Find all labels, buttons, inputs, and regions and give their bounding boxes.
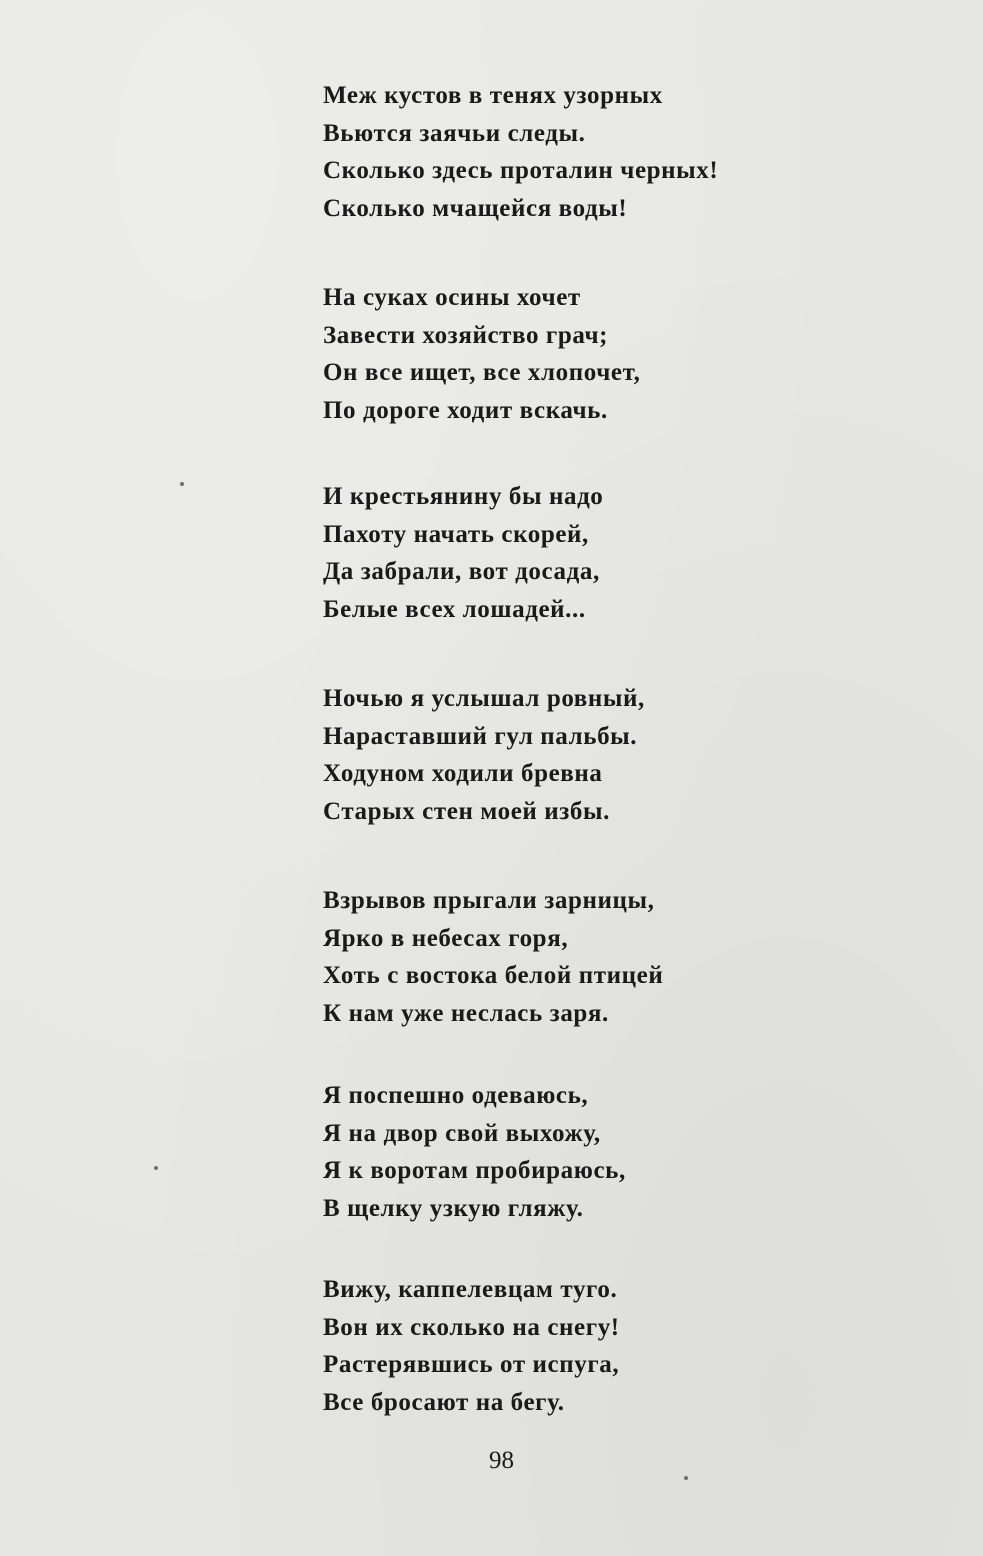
poem-line: Растерявшись от испуга, [323, 1351, 620, 1378]
poem-line: Все бросают на бегу. [323, 1388, 565, 1416]
poem-line: Вижу, каппелевцам туго. [323, 1276, 618, 1303]
poem-line: Да забрали, вот досада, [323, 558, 600, 585]
paper-speck [180, 482, 184, 486]
poem-line: Старых стен моей избы. [323, 797, 610, 825]
poem-line: Ночью я услышал ровный, [323, 685, 645, 712]
paper-speck [684, 1476, 688, 1480]
poem-line: Я на двор свой выхожу, [323, 1119, 601, 1147]
poem-line: Он все ищет, все хлопочет, [323, 359, 641, 386]
stanza-6 [323, 1077, 626, 1227]
poem-line: Сколько здесь проталин черных! [323, 157, 719, 184]
poem-line: Хоть с востока белой птицей [323, 962, 664, 989]
poem-line: Ярко в небесах горя, [323, 924, 569, 952]
poem-line: Нараставший гул пальбы. [323, 722, 638, 750]
poem-line: Завести хозяйство грач; [323, 321, 609, 349]
stanza-3 [323, 478, 603, 628]
poem-line: Я к воротам пробираюсь, [323, 1157, 626, 1184]
poem-line: Вон их сколько на снегу! [323, 1313, 620, 1341]
poem-line: Пахоту начать скорей, [323, 520, 589, 548]
poem-line: Меж кустов в тенях узорных [323, 82, 663, 109]
poem-line: Взрывов прыгали зарницы, [323, 887, 655, 914]
poem-line: На суках осины хочет [323, 284, 581, 311]
poem-line: И крестьянину бы надо [323, 483, 604, 510]
stanza-2 [323, 279, 640, 429]
stanza-5 [323, 882, 663, 1032]
poem-line: В щелку узкую гляжу. [323, 1194, 584, 1222]
page-number: 98 [489, 1447, 514, 1474]
poem-line: Вьются заячьи следы. [323, 119, 586, 147]
poem-line: Белые всех лошадей... [323, 595, 586, 623]
poem-line: Ходуном ходили бревна [323, 760, 603, 787]
poem-line: К нам уже неслась заря. [323, 999, 609, 1027]
stanza-7 [323, 1271, 620, 1421]
stanza-1 [323, 77, 718, 227]
stanza-4 [323, 680, 645, 830]
poem-line: Я поспешно одеваюсь, [323, 1082, 589, 1109]
paper-speck [154, 1166, 158, 1170]
poem-line: По дороге ходит вскачь. [323, 396, 608, 424]
poem-line: Сколько мчащейся воды! [323, 194, 628, 222]
